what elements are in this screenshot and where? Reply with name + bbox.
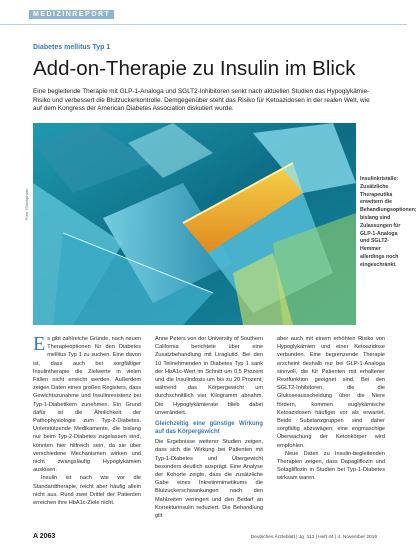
section-subhead: Gleichzeitig eine günstige Wirkung auf das Körpergewicht (155, 421, 263, 435)
hero-image (33, 123, 356, 325)
page-number: A 2063 (33, 533, 56, 540)
insulin-crystal-image (33, 123, 356, 325)
article-kicker: Diabetes mellitus Typ 1 (33, 44, 111, 51)
image-credit: Foto: iStockphoto (24, 188, 29, 220)
column-3 (277, 335, 385, 483)
paragraph: Die Ergebnisse weiterer Studien zeigen, dass sich die Wirkung bei Patienten mit Typ-1-Diabetes und Übergewicht besonders deutlich ausprägt. Eine Analyse der Kohorte zeigte, dass die zusätzliche Gabe eines Inkretinmimetikums die Blutzuckerschwankungen nach den Mahlzeiten verringert und den Bedarf an Korrekturinsulin reduziert. Die Behandlung gilt (155, 439, 263, 520)
paragraph: s gibt zahlreiche Gründe, nach neuen Therapieoptionen für den Diabetes mellitus Typ 1 zu suchen. Eine davon ist, dass auch bei sorgfältiger Insulintherapie die Zielwerte in vielen Fällen nicht erreicht werden. Außerdem zeigen Daten eines großen Registers, dass Gewichtszunahme und Insulinresistenz bei Typ-1-Diabetikern zunehmen. Ein Grund dafür ist die Ähnlichkeit der Pathophysiologie zum Typ-2-Diabetes. Unterstützende Medikamente, die bislang nur beim Typ-2-Diabetes zugelassen sind, könnten hier hilfreich sein, da sie über verschiedene Mechanismen wirken und nicht zwangsläufig Hypoglykämien auslösen. (33, 336, 141, 474)
paragraph: Anne Peters von der University of Southern California berichtete über eine Zusatzbehandlung mit Liraglutid. Bei den 10 Teilnehmenden in Diabetes Typ 1 sank der HbA1c-Wert im Schnitt um 0,5 Prozent und die Insulindosis um bis zu 20 Prozent, während das Körpergewicht um durchschnittlich vier Kilogramm abnahm. Die Hypoglykämierate blieb dabei unverändert. (155, 336, 263, 416)
article-lead: Eine begleitende Therapie mit GLP-1-Analoga und SGLT2-Inhibitoren senkt nach aktuellen Studien das Hypoglykämie-Risiko und verbessert die Blutzuckerkontrolle. Demgegenüber steht das Risiko für Ketoazidosen in der realen Welt, wie auf dem Kongress der American Diabetes Association diskutiert wurde. (33, 88, 370, 113)
column-1 (33, 335, 141, 507)
drop-cap: E (33, 333, 46, 355)
section-rubric: MEDIZINREPORT (29, 10, 114, 19)
paragraph: Insulin ist nach wie vor die Standardtherapie, reicht aber häufig allein nicht aus. Rund zwei Drittel der Patienten erreichen ihre HbA1c-Ziele nicht. (33, 475, 141, 507)
paragraph: Neue Daten zu Insulin-begleitenden Therapien zeigen, dass Dapagliflozin und Sotagliflozin in Studien bei Typ-1-Diabetes wirksam waren. (277, 450, 385, 482)
journal-footer: Deutsches Ärzteblatt | Jg. 113 | Heft 44 | 4. November 2016 (250, 535, 377, 540)
image-caption: Insulinkristalle: Zusätzliche Therapeutika erweitern die Behandlungsoptionen; bislang sind Zulassungen für GLP-1-Analoga und SGLT2-Hemmer allerdings noch eingeschränkt. (360, 176, 416, 268)
column-2 (155, 335, 263, 520)
paragraph: aber auch mit einem erhöhten Risiko von Hypoglykämien und einer Ketoazidose verbunden. Eine begrenzende Therapie erscheint deshalb nur bei GLP-1-Analoga sinnvoll, die für Patienten mit erhaltener Restfunktion geeignet sind. Bei den SGLT2-Inhibitoren, die die Glukoseausscheidung über die Niere fördern, kommen euglykämische Ketoazidosen häufiger vor als erwartet. Beide Substanzgruppen sind daher sorgfältig abzuwägen; eine engmaschige Überwachung der Ketonkörper wird empfohlen. (277, 336, 385, 449)
article-body (33, 335, 385, 525)
article-title: Add-on-Therapie zu Insulin im Blick (33, 57, 356, 80)
header-rule (0, 24, 407, 25)
